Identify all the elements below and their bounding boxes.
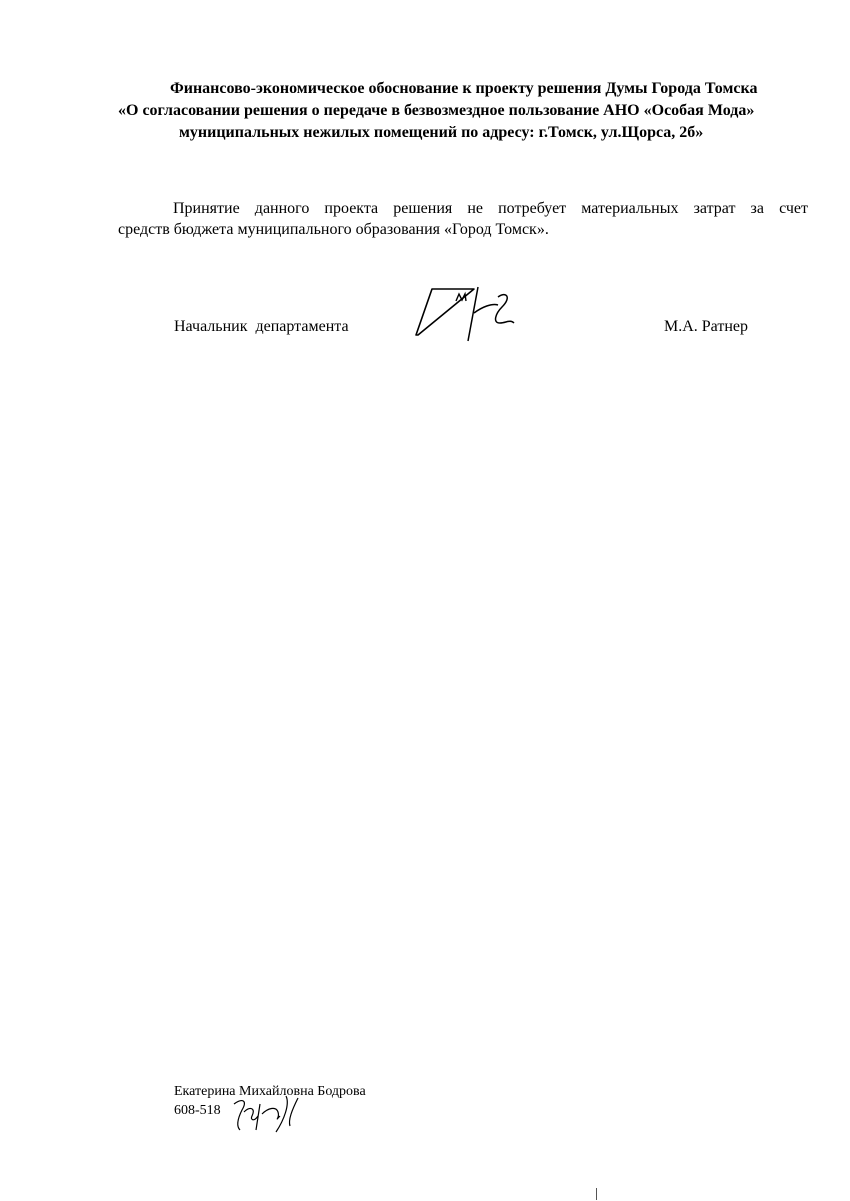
document-title-line-2: «О согласовании решения о передаче в безвозмездное пользование АНО «Особая Мода» — [118, 102, 755, 119]
body-paragraph-line-1: Принятие данного проекта решения не потребует материальных затрат за счет — [173, 200, 808, 217]
signer-position: Начальник департамента — [174, 318, 349, 335]
executor-phone: 608-518 — [174, 1103, 221, 1118]
body-paragraph-line-2: средств бюджета муниципального образования «Город Томск». — [118, 221, 549, 238]
handwritten-signature-icon — [410, 283, 525, 345]
signer-name: М.А. Ратнер — [664, 318, 749, 335]
executor-name: Екатерина Михайловна Бодрова — [174, 1084, 366, 1099]
document-title-line-1: Финансово-экономическое обоснование к проекту решения Думы Города Томска — [170, 80, 758, 97]
scan-artifact-mark — [596, 1188, 597, 1200]
handwritten-signature-icon — [228, 1090, 308, 1135]
document-title-line-3: муниципальных нежилых помещений по адресу: г.Томск, ул.Щорса, 2б» — [179, 124, 704, 141]
